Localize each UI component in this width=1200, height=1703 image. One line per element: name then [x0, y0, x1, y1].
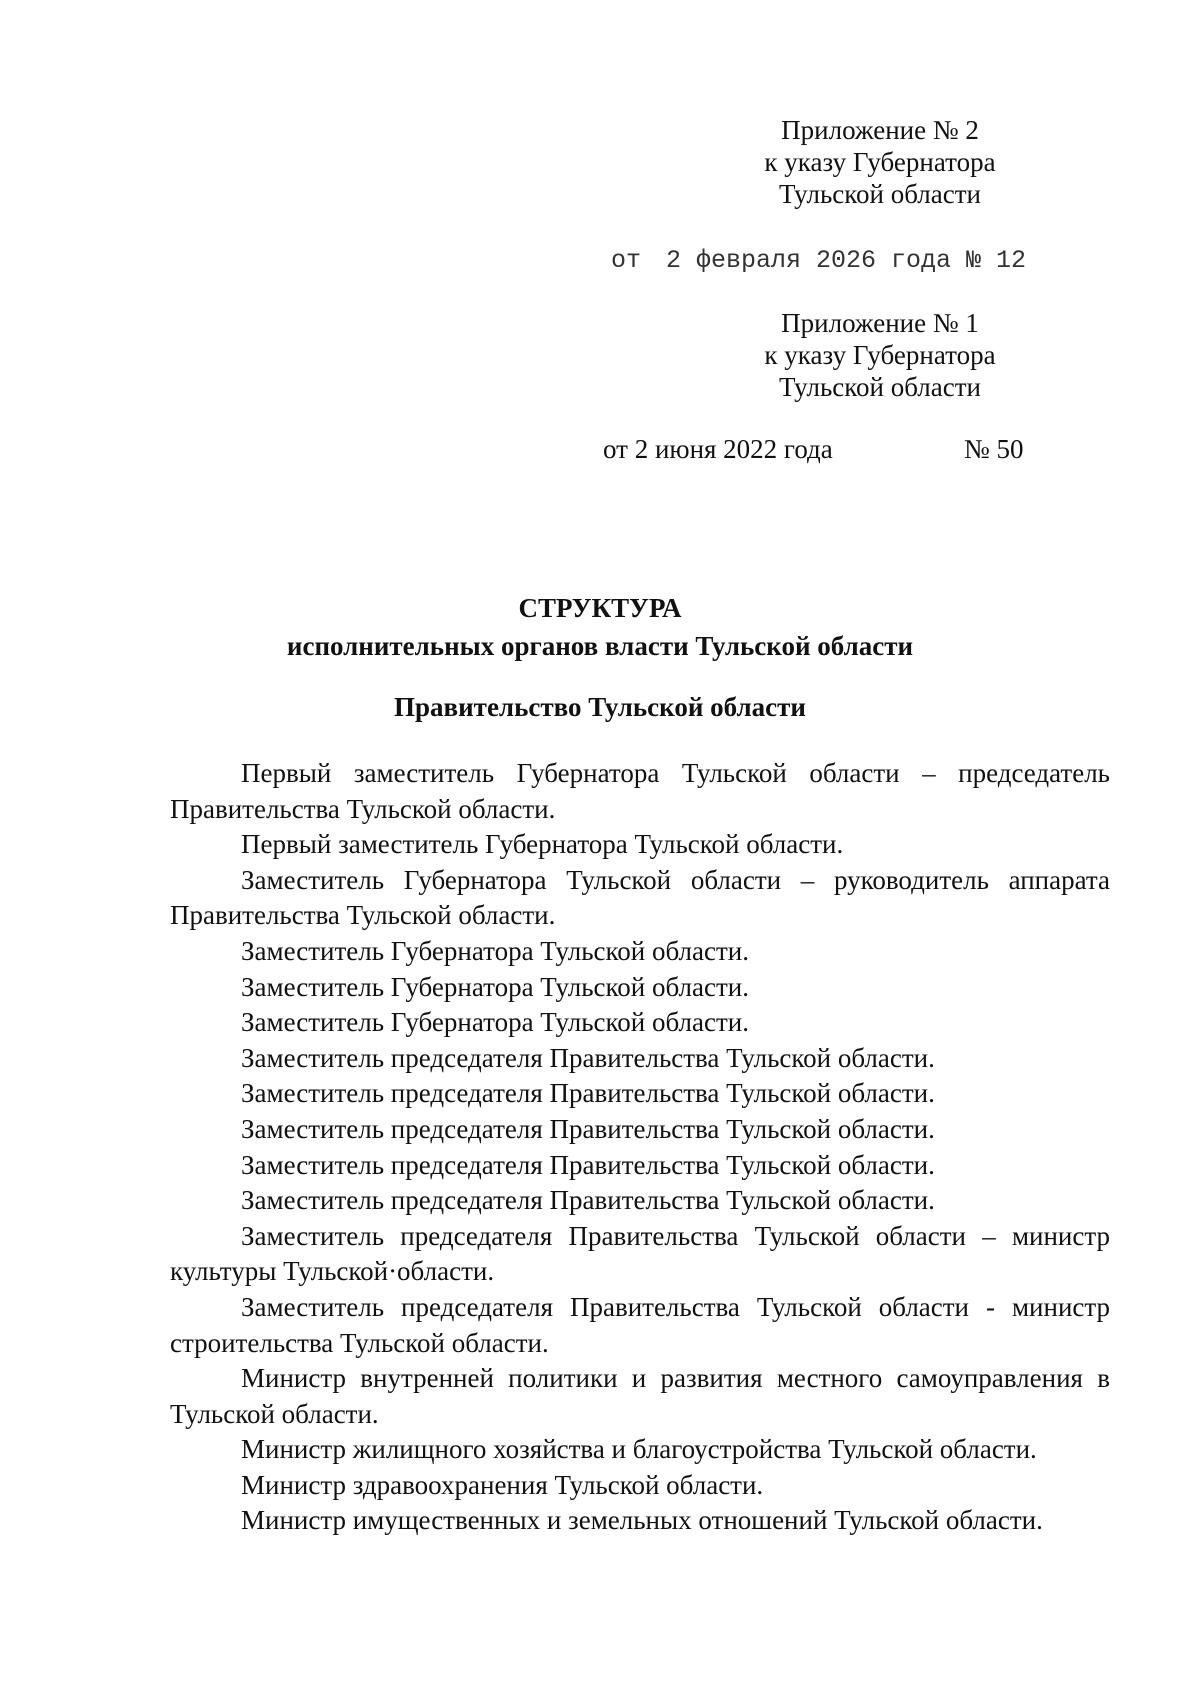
list-item: Министр имущественных и земельных отношений Тульской области.: [241, 1505, 1043, 1536]
section-heading: Правительство Тульской области: [394, 692, 806, 722]
appendix-1-header: [720, 307, 1040, 403]
appendix-1-line1: Приложение № 1: [781, 308, 979, 338]
list-item: Первый заместитель Губернатора Тульской области.: [241, 829, 844, 860]
stamp-date: 2 февраля 2026 года: [666, 246, 952, 275]
list-item: Заместитель Губернатора Тульской области.: [241, 971, 749, 1002]
appendix-2-line1: Приложение № 2: [781, 115, 979, 145]
list-item: Министр внутренней политики и развития местного самоуправления в Тульской области.: [170, 1363, 1110, 1429]
document-subtitle: исполнительных органов власти Тульской области: [286, 631, 914, 661]
structure-list: [170, 756, 1110, 1539]
list-item: Заместитель председателя Правительства Тульской области.: [241, 1185, 935, 1216]
list-item: Заместитель председателя Правительства Тульской области – министр культуры Тульской·области.: [170, 1220, 1110, 1287]
list-item: Заместитель председателя Правительства Тульской области.: [241, 1149, 935, 1180]
list-item: Заместитель Губернатора Тульской области.: [241, 1007, 749, 1038]
appendix-2-line3: Тульской области: [779, 179, 981, 209]
list-item: Первый заместитель Губернатора Тульской области – председатель Правительства Тульской области.: [170, 758, 1110, 824]
list-item: Заместитель председателя Правительства Тульской области.: [241, 1113, 935, 1144]
list-item: Заместитель Губернатора Тульской области.: [241, 935, 749, 966]
list-item: Заместитель председателя Правительства Тульской области - министр строительства Тульской области.: [170, 1291, 1110, 1358]
appendix-1-line3: Тульской области: [779, 372, 981, 402]
stamp-prefix: от: [611, 246, 642, 275]
list-item: Заместитель председателя Правительства Тульской области.: [241, 1078, 935, 1109]
list-item: Министр жилищного хозяйства и благоустройства Тульской области.: [241, 1434, 1037, 1465]
stamp-number: № 12: [966, 246, 1027, 275]
appendix-1-line2: к указу Губернатора: [764, 340, 996, 370]
list-item: Заместитель председателя Правительства Тульской области.: [241, 1042, 935, 1073]
appendix-2-header: [720, 114, 1040, 210]
appendix-2-line2: к указу Губернатора: [764, 147, 996, 177]
list-item: Министр здравоохранения Тульской области.: [241, 1469, 764, 1500]
document-title: СТРУКТУРА: [518, 593, 682, 623]
appendix-1-date: от 2 июня 2022 года: [603, 434, 833, 464]
list-item: Заместитель Губернатора Тульской области – руководитель аппарата Правительства Тульской области.: [170, 864, 1110, 931]
appendix-1-number: № 50: [964, 434, 1024, 464]
